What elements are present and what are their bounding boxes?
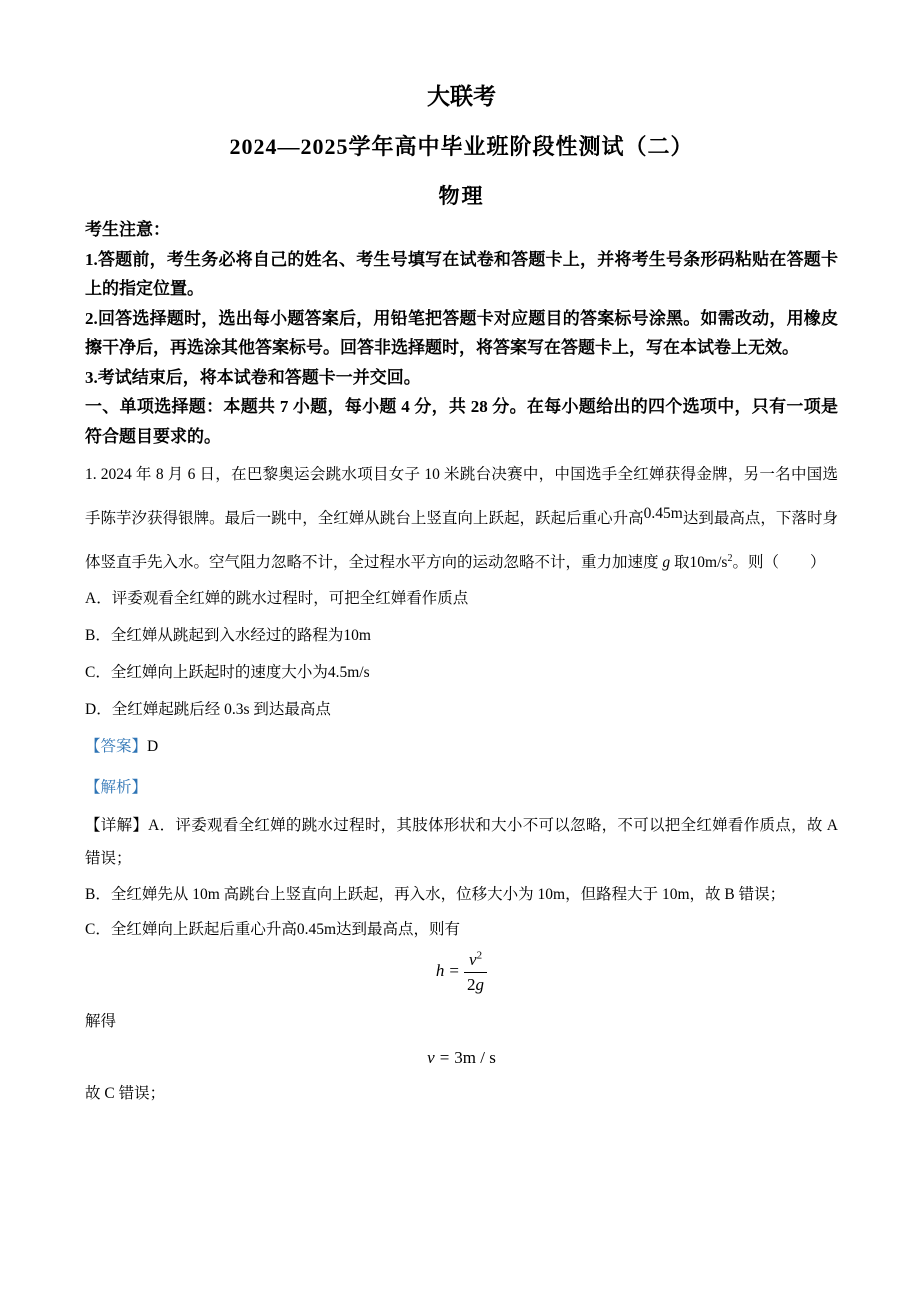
stem-text-part-1: 1. 2024 年 8 月 6 日，在巴黎奥运会跳水项目女子 10 米跳台决赛中，中国选手全红婵获得金牌，另一名中国选手陈芋汐获得银牌。最后一跳中，全红婵从跳台上竖直向上跃起，跃起后重心升高 — [85, 466, 838, 527]
notice-item-1: 1.答题前，考生务必将自己的姓名、考生号填写在试卷和答题卡上，并将考生号条形码粘贴在答题卡上的指定位置。 — [85, 249, 838, 298]
formula1-denominator-coefficient: 2 — [467, 974, 476, 994]
stem-text-part-2: 达到最高点，下落时身体竖直手先入水。空气阻力忽略不计，全过程水平方向的运动忽略不计，重力加速度 — [85, 510, 838, 571]
detail-label: 【详解】 — [85, 817, 149, 834]
gravity-symbol: g — [662, 554, 671, 571]
formula1-numerator-exponent: 2 — [476, 949, 483, 962]
doc-subtitle: 2024—2025学年高中毕业班阶段性测试（二） — [229, 134, 694, 159]
question-1-options — [85, 589, 838, 720]
stem-text-part-3: 取 — [670, 554, 690, 571]
formula2-lhs: v — [427, 1048, 435, 1068]
gravity-value-exponent: 2 — [727, 552, 733, 564]
notice-item-3: 3.考试结束后，将本试卷和答题卡一并交回。 — [85, 367, 421, 387]
answer-line — [85, 737, 838, 757]
gravity-value-base: 10m/s — [689, 554, 728, 571]
formula1-denominator — [464, 973, 487, 995]
solve-text: 解得 — [85, 1013, 117, 1031]
detail-c-conclusion: 故 C 错误； — [85, 1085, 166, 1103]
option-a: A．评委观看全红婵的跳水过程时，可把全红婵看作质点 — [85, 590, 469, 607]
formula-v-equals-3-m-per-s — [85, 1048, 838, 1068]
formula2-rhs: 3m / s — [454, 1048, 496, 1068]
gravity-value — [690, 554, 733, 571]
detail-paragraph-b: B．全红婵先从 10m 高跳台上竖直向上跃起，再入水，位移大小为 10m，但路程大于 10m，故 B 错误； — [85, 886, 786, 903]
option-d: D．全红婵起跳后经 0.3s 到达最高点 — [85, 701, 331, 718]
formula1-denominator-variable: g — [475, 974, 485, 994]
detail-paragraph-c: C．全红婵向上跃起后重心升高0.45m达到最高点，则有 — [85, 921, 461, 938]
detail-paragraph-a — [85, 809, 838, 875]
option-b: B．全红婵从跳起到入水经过的路程为10m — [85, 627, 371, 644]
stem-text-part-4: 。则（ ） — [732, 554, 826, 571]
analysis-line — [85, 778, 838, 798]
question-1-stem — [85, 453, 838, 585]
formula-h-equals-v-squared-over-2g — [85, 950, 838, 994]
formula1-lhs: h — [435, 960, 445, 980]
option-c: C．全红婵向上跃起时的速度大小为4.5m/s — [85, 664, 370, 681]
candidate-notice — [85, 215, 838, 392]
analysis-label: 【解析】 — [85, 779, 148, 796]
doc-subject: 物理 — [438, 184, 485, 208]
formula1-equals-sign: = — [449, 960, 460, 980]
formula1-fraction — [464, 950, 487, 994]
formula1-numerator-base: v — [469, 950, 477, 969]
detail-text-a: A．评委观看全红婵的跳水过程时，其肢体形状和大小不可以忽略，不可以把全红婵看作质点，故 A 错误； — [85, 817, 838, 867]
notice-heading: 考生注意： — [85, 220, 170, 239]
formula2-equals-sign: = — [439, 1048, 450, 1068]
doc-title: 大联考 — [427, 84, 496, 109]
section-1-heading: 一、单项选择题：本题共 7 小题，每小题 4 分，共 28 分。在每小题给出的四个选项中，只有一项是符合题目要求的。 — [85, 397, 838, 446]
answer-label: 【答案】 — [85, 738, 148, 755]
formula1-numerator — [464, 950, 487, 973]
rise-height-value: 0.45m — [643, 505, 683, 522]
answer-value: D — [147, 738, 159, 755]
notice-item-2: 2.回答选择题时，选出每小题答案后，用铅笔把答题卡对应题目的答案标号涂黑。如需改动，用橡皮擦干净后，再选涂其他答案标号。回答非选择题时，将答案写在答题卡上，写在本试卷上无效。 — [85, 308, 838, 357]
